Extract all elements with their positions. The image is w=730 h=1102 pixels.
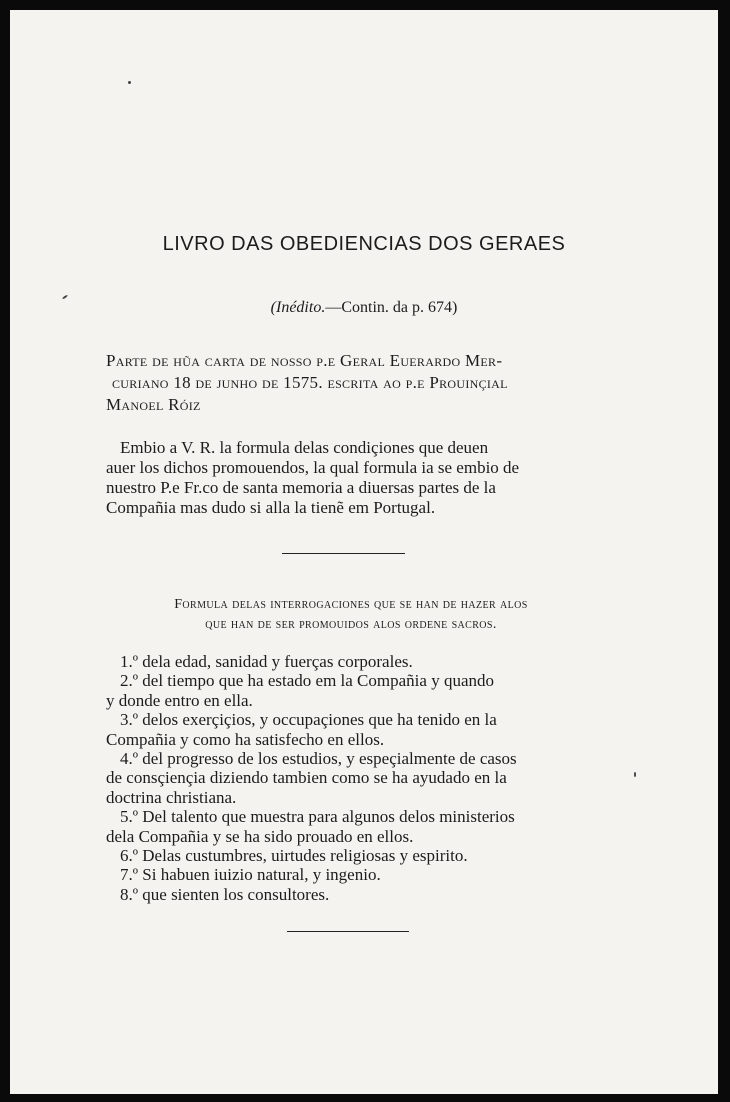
item-line: 7.º Si habuen iuizio natural, y ingenio.: [120, 865, 381, 885]
item-line: Compañia y como ha satisfecho en ellos.: [106, 729, 385, 749]
list-item: [106, 671, 592, 710]
list-item: [106, 885, 592, 904]
item-line: 1.º dela edad, sanidad y fuerças corporales.: [120, 652, 413, 671]
list-item: [106, 652, 592, 671]
paragraph-line: Compañia mas dudo si alla la tienẽ em Portugal.: [106, 498, 436, 517]
document-page: [10, 10, 718, 1094]
paragraph-line: auer los dichos promouendos, la qual formula ia se embio de: [106, 458, 520, 477]
list-item: [106, 710, 592, 749]
item-line: 8.º que sienten los consultores.: [120, 884, 330, 904]
list-item: [106, 749, 592, 807]
item-line: 4.º del progresso de los estudios, y espeçialmente de casos: [120, 749, 517, 769]
print-speck: [634, 772, 636, 777]
list-item: [106, 865, 592, 884]
formula-heading-line: Formula delas interrogaciones que se han de hazer alos: [174, 597, 528, 612]
paragraph-line: Embio a V. R. la formula delas condiçiones que deuen: [120, 438, 489, 457]
end-divider: [287, 931, 409, 932]
item-line: de consçiençia diziendo tambien como se ha ayudado en la: [106, 768, 507, 788]
item-line: 5.º Del talento que muestra para algunos delos ministerios: [120, 807, 515, 827]
section-divider: [282, 553, 405, 554]
formula-heading: [106, 595, 596, 635]
item-line: 3.º delos exerçiçios, y occupaçiones que ha tenido en la: [120, 710, 497, 730]
heading-line: Parte de hũa carta de nosso p.e Geral Euerardo Mer-: [106, 351, 503, 370]
list-item: [106, 807, 592, 846]
subtitle-italic: (Inédito.: [270, 299, 326, 316]
print-speck: [128, 81, 131, 84]
formula-heading-line: que han de ser promouidos alos ordene sacros.: [205, 617, 497, 632]
subtitle: [10, 299, 718, 317]
item-line: y donde entro en ella.: [106, 690, 253, 710]
heading-line: curiano 18 de junho de 1575. escrita ao p.e Prouinçial: [112, 373, 508, 392]
item-line: dela Compañia y se ha sido prouado en ellos.: [106, 826, 414, 846]
item-line: doctrina christiana.: [106, 787, 237, 807]
interrogation-list: [106, 652, 592, 904]
subtitle-rest: —Contin. da p. 674): [325, 299, 458, 316]
paragraph-line: nuestro P.e Fr.co de santa memoria a diuersas partes de la: [106, 478, 496, 497]
list-item: [106, 846, 592, 865]
item-line: 2.º del tiempo que ha estado em la Compañia y quando: [120, 671, 494, 691]
heading-line: Manoel Róiz: [106, 395, 201, 414]
page-title: LIVRO DAS OBEDIENCIAS DOS GERAES: [162, 233, 566, 255]
letter-heading: [106, 350, 602, 416]
item-line: 6.º Delas custumbres, uirtudes religiosas y espirito.: [120, 846, 468, 866]
letter-paragraph: [106, 438, 592, 518]
